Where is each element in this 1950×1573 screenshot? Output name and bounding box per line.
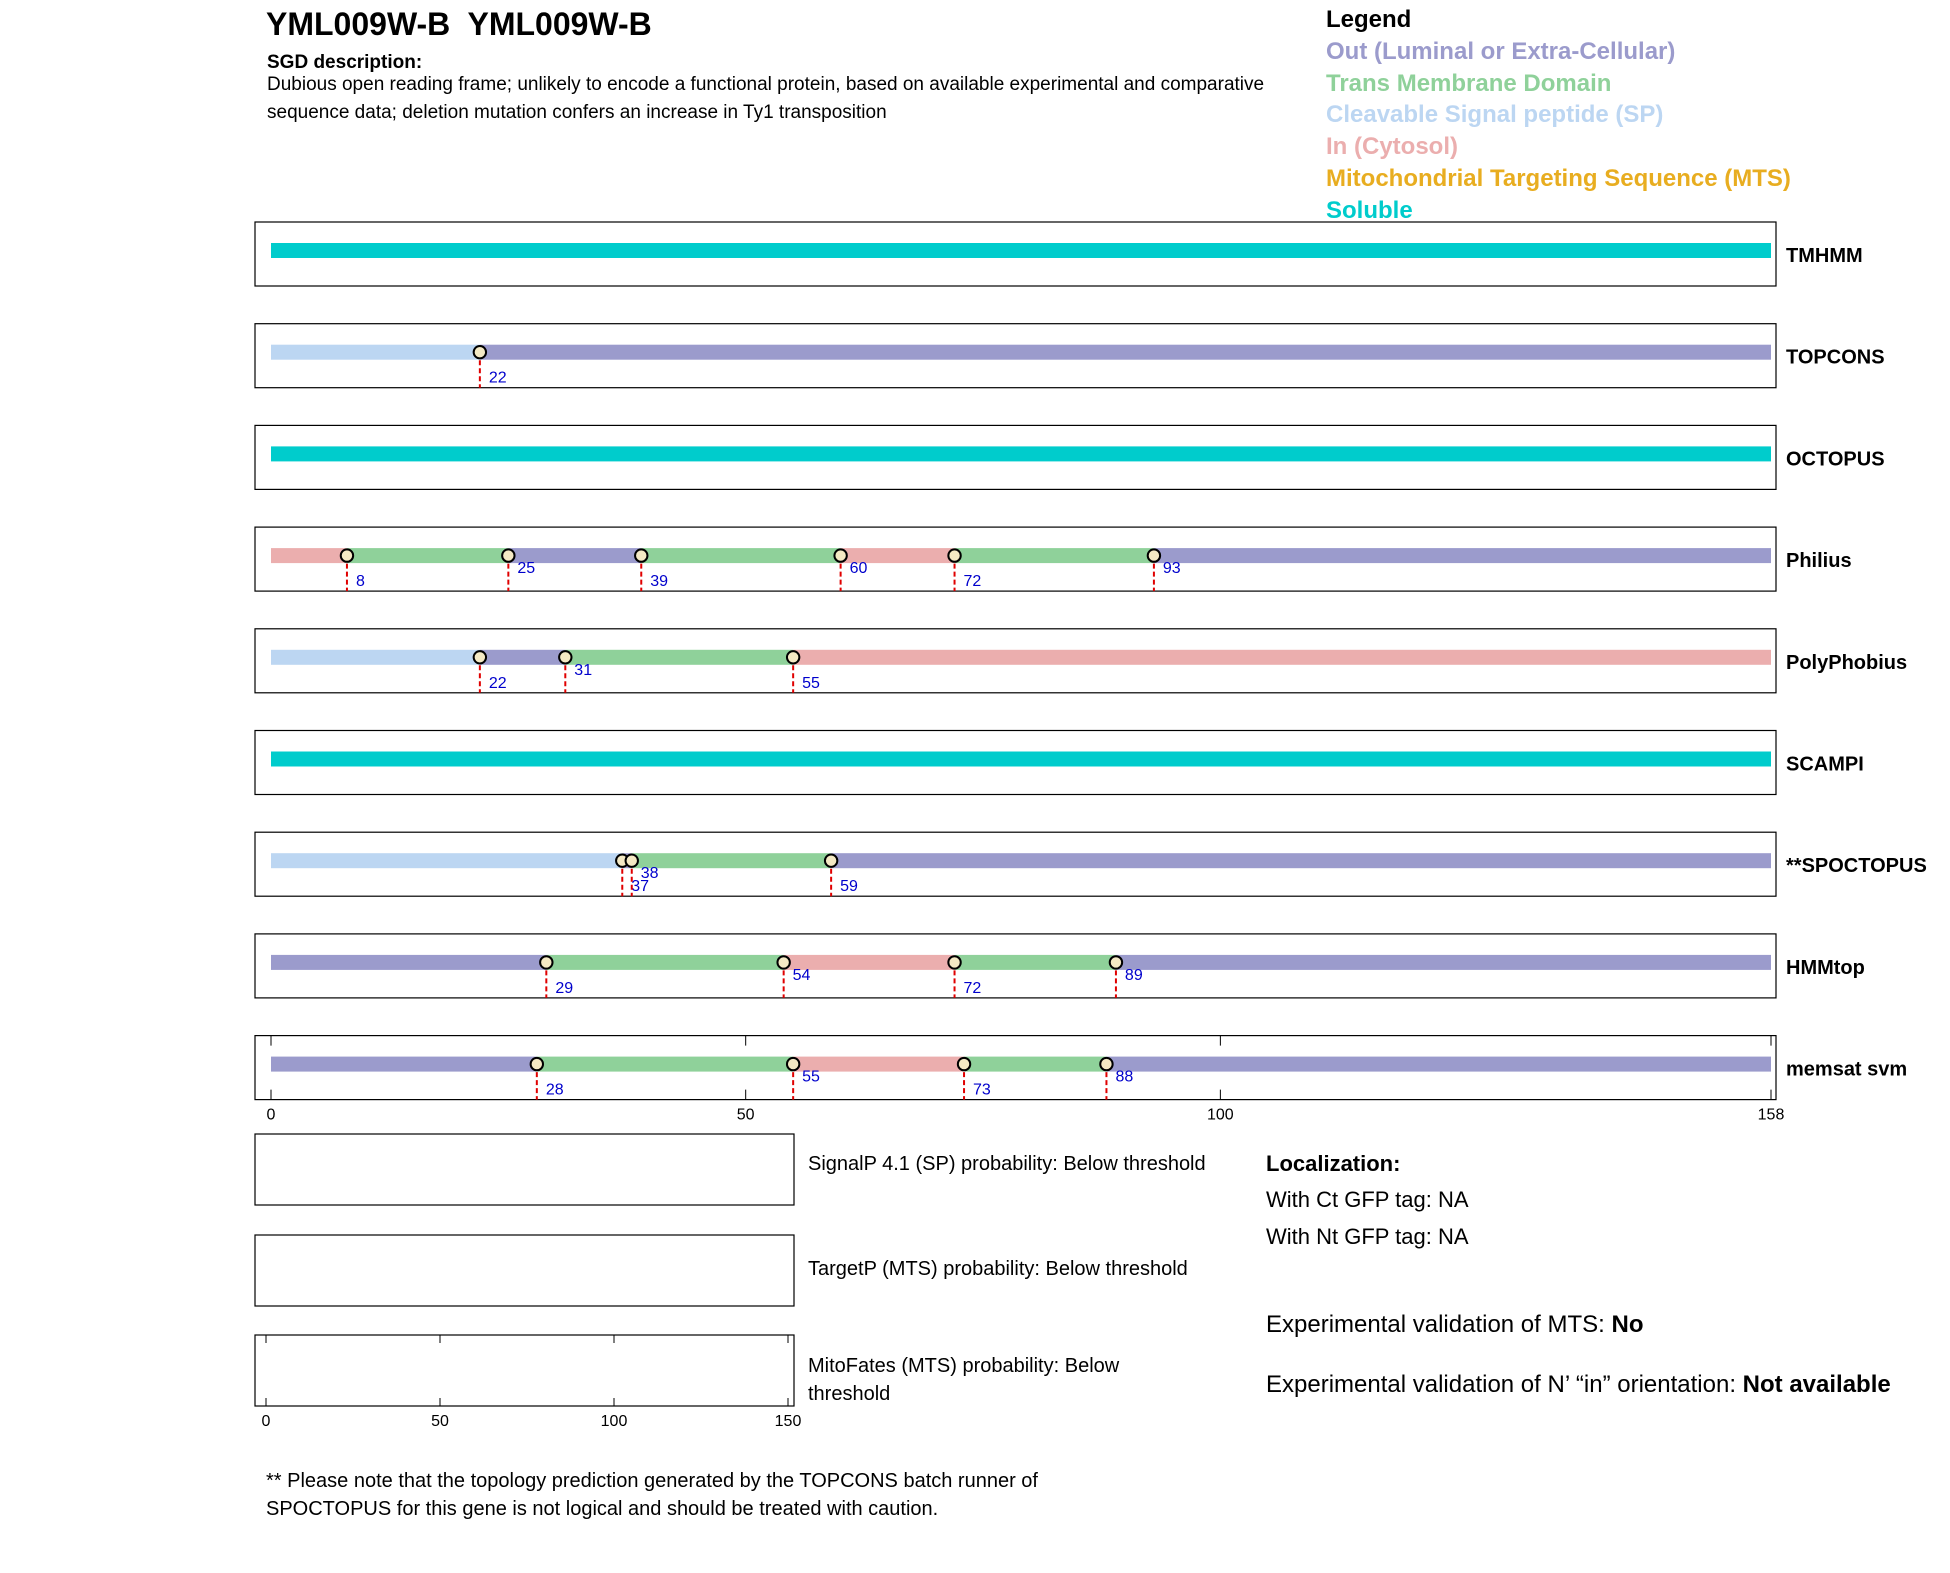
legend-item-tm: Trans Membrane Domain (1326, 69, 1612, 97)
prob-x-tick-label: 100 (600, 1413, 628, 1430)
segment-soluble (271, 243, 1771, 258)
segment-out (480, 650, 565, 665)
legend-item-in: In (Cytosol) (1326, 133, 1458, 161)
boundary-marker (341, 549, 353, 561)
probability-panel (255, 1335, 794, 1406)
boundary-label: 54 (792, 966, 811, 984)
segment-tm (955, 548, 1154, 563)
localization-ct-gfp: With Ct GFP tag: NA (1266, 1187, 1469, 1212)
localization-title: Localization: (1266, 1151, 1401, 1176)
boundary-label: 25 (517, 560, 536, 578)
segment-in (793, 650, 1771, 665)
prob-x-tick-label: 150 (774, 1413, 802, 1430)
boundary-label: 60 (849, 560, 868, 578)
segment-sp (271, 650, 480, 665)
gene-title: YML009W-B YML009W-B (266, 6, 652, 42)
localization-nt-gfp: With Nt GFP tag: NA (1266, 1224, 1469, 1249)
mts-validation-value: No (1611, 1311, 1644, 1338)
segment-tm (565, 650, 793, 665)
boundary-marker (531, 1058, 543, 1070)
boundary-marker (1148, 549, 1160, 561)
boundary-label: 72 (963, 573, 982, 591)
boundary-label: 31 (574, 661, 593, 679)
segment-soluble (271, 446, 1771, 461)
mitofates-label: MitoFates (MTS) probability: Below threshold (808, 1355, 1120, 1405)
sgd-description-label: SGD description: (267, 52, 423, 73)
boundary-label: 38 (640, 865, 659, 883)
boundary-label: 29 (555, 979, 574, 997)
segment-tm (537, 1057, 793, 1072)
boundary-label: 37 (631, 878, 650, 896)
segment-sp (271, 345, 480, 360)
boundary-marker (626, 855, 638, 867)
boundary-label: 28 (545, 1081, 564, 1099)
boundary-label: 59 (840, 878, 858, 896)
boundary-label: 55 (802, 674, 820, 692)
probability-panel (255, 1134, 794, 1205)
x-tick-label: 50 (736, 1106, 755, 1124)
legend (1326, 4, 1791, 227)
track-label: HMMtop (1786, 956, 1865, 979)
segment-in (271, 548, 347, 563)
boundary-label: 89 (1124, 966, 1143, 984)
prob-x-tick-label: 50 (431, 1413, 449, 1430)
probability-panel (255, 1235, 794, 1306)
track-label: memsat svm (1786, 1058, 1908, 1081)
boundary-marker (834, 549, 846, 561)
boundary-marker (635, 549, 647, 561)
x-tick-label: 0 (266, 1106, 276, 1124)
segment-out (831, 853, 1771, 868)
boundary-marker (1100, 1058, 1112, 1070)
boundary-label: 22 (488, 674, 507, 692)
boundary-marker (948, 549, 960, 561)
track-label: **SPOCTOPUS (1786, 855, 1927, 878)
track-label: Philius (1786, 550, 1852, 573)
boundary-label: 93 (1162, 560, 1181, 578)
segment-tm (347, 548, 508, 563)
boundary-label: 8 (355, 573, 365, 591)
legend-item-out: Out (Luminal or Extra-Cellular) (1326, 37, 1676, 65)
segment-out (480, 345, 1771, 360)
segment-out (1116, 955, 1771, 970)
footnote: ** Please note that the topology prediction generated by the TOPCONS batch runner of SPOCTOPUS for this gene is not logical and should be treated with caution. (266, 1470, 1038, 1520)
x-tick-label: 158 (1757, 1106, 1785, 1124)
boundary-marker (787, 1058, 799, 1070)
orientation-validation (1266, 1368, 1906, 1401)
signalp-label: SignalP 4.1 (SP) probability: Below threshold (808, 1153, 1206, 1175)
boundary-marker (777, 956, 789, 968)
boundary-marker (787, 651, 799, 663)
boundary-marker (559, 651, 571, 663)
boundary-label: 73 (973, 1081, 991, 1099)
x-tick-label: 100 (1207, 1106, 1234, 1124)
sgd-description-text: Dubious open reading frame; unlikely to encode a functional protein, based on available experimental and comparative sequence data; deletion mutation confers an increase in Ty1 transposition (267, 74, 1265, 123)
segment-out (271, 1057, 537, 1072)
segment-out (271, 955, 546, 970)
track-label: SCAMPI (1786, 753, 1864, 776)
segment-out (1106, 1057, 1771, 1072)
boundary-marker (1110, 956, 1122, 968)
boundary-marker (825, 855, 837, 867)
segment-tm (641, 548, 840, 563)
segment-tm (632, 853, 831, 868)
track-label: OCTOPUS (1786, 448, 1885, 471)
segment-soluble (271, 752, 1771, 767)
boundary-label: 55 (802, 1068, 820, 1086)
legend-title: Legend (1326, 6, 1412, 33)
segment-sp (271, 853, 622, 868)
boundary-marker (502, 549, 514, 561)
orientation-validation-prefix: Experimental validation of N’ “in” orientation: (1266, 1371, 1743, 1398)
mts-validation-prefix: Experimental validation of MTS: (1266, 1311, 1612, 1338)
legend-item-soluble: Soluble (1326, 196, 1413, 224)
boundary-marker (474, 346, 486, 358)
boundary-marker (540, 956, 552, 968)
boundary-label: 22 (488, 369, 507, 387)
track-label: TMHMM (1786, 245, 1863, 267)
track-label: PolyPhobius (1786, 651, 1908, 674)
boundary-label: 72 (963, 979, 982, 997)
boundary-marker (958, 1058, 970, 1070)
segment-out (1154, 548, 1771, 563)
segment-tm (964, 1057, 1106, 1072)
targetp-label: TargetP (MTS) probability: Below threshold (808, 1258, 1188, 1280)
boundary-label: 88 (1115, 1068, 1134, 1086)
boundary-marker (948, 956, 960, 968)
segment-tm (546, 955, 783, 970)
prob-x-tick-label: 0 (261, 1413, 271, 1430)
track-label: TOPCONS (1786, 346, 1885, 369)
orientation-validation-value: Not available (1742, 1371, 1891, 1398)
legend-item-sp: Cleavable Signal peptide (SP) (1326, 101, 1664, 129)
mts-validation (1266, 1308, 1906, 1341)
boundary-marker (474, 651, 486, 663)
boundary-label: 39 (650, 573, 669, 591)
legend-item-mts: Mitochondrial Targeting Sequence (MTS) (1326, 164, 1791, 192)
segment-tm (955, 955, 1116, 970)
